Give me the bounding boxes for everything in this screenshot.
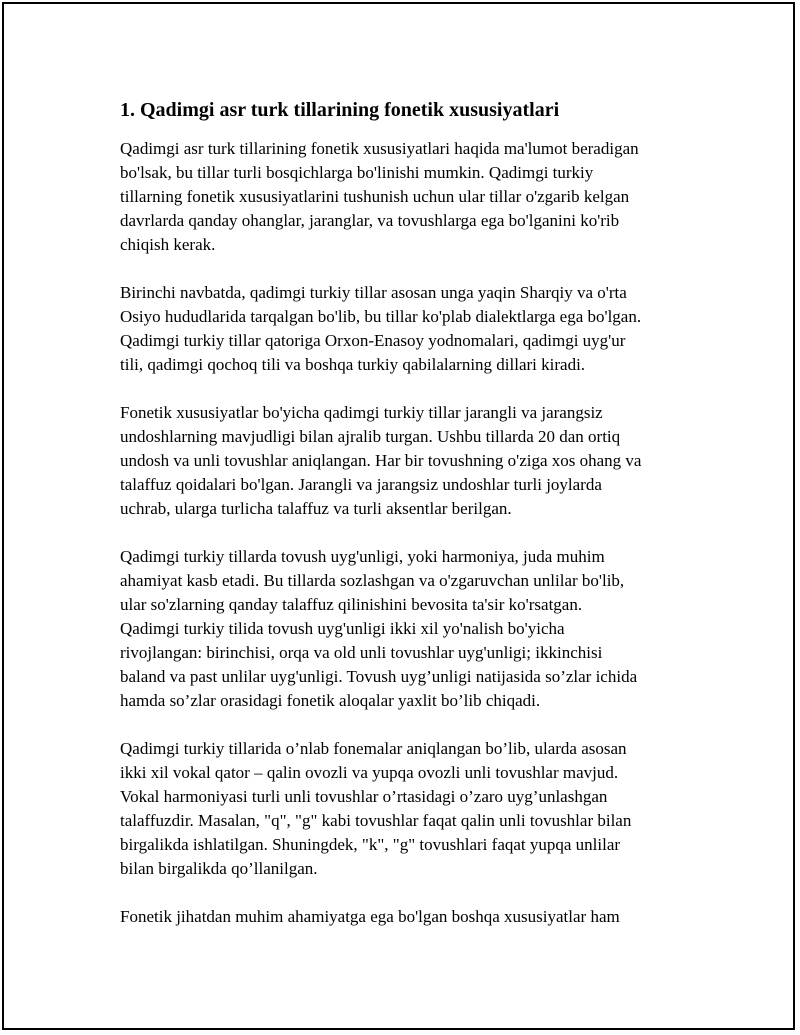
text-line: hamda so’zlar orasidagi fonetik aloqalar yaxlit bo’lib chiqadi. xyxy=(120,691,541,710)
text-line: bo'lsak, bu tillar turli bosqichlarga bo'linishi mumkin. Qadimgi turkiy xyxy=(120,163,594,182)
text-line: undoshlarning mavjudligi bilan ajralib turgan. Ushbu tillarda 20 dan ortiq xyxy=(120,427,621,446)
text-line: tili, qadimgi qochoq tili va boshqa turkiy qabilalarning dillari kiradi. xyxy=(120,355,586,374)
text-line: tillarning fonetik xususiyatlarini tushunish uchun ular tillar o'zgarib kelgan xyxy=(120,187,630,206)
text-line: davrlarda qanday ohanglar, jaranglar, va tovushlarga ega bo'lganini ko'rib xyxy=(120,211,620,230)
paragraph-1 xyxy=(120,137,710,257)
paragraph-2 xyxy=(120,281,710,377)
text-line: talaffuzdir. Masalan, "q", "g" kabi tovushlar faqat qalin unli tovushlar bilan xyxy=(120,811,632,830)
text-line: ular so'zlarning qanday talaffuz qilinishini bevosita ta'sir ko'rsatgan. xyxy=(120,595,583,614)
text-line: Fonetik xususiyatlar bo'yicha qadimgi turkiy tillar jarangli va jarangsiz xyxy=(120,403,603,422)
text-line: undosh va unli tovushlar aniqlangan. Har bir tovushning o'ziga xos ohang va xyxy=(120,451,642,470)
text-line: ikki xil vokal qator – qalin ovozli va yupqa ovozli unli tovushlar mavjud. xyxy=(120,763,619,782)
document-content xyxy=(120,96,710,953)
text-line: Qadimgi turkiy tillarida o’nlab fonemalar aniqlangan bo’lib, ularda asosan xyxy=(120,739,627,758)
text-line: Qadimgi turkiy tilida tovush uyg'unligi ikki xil yo'nalish bo'yicha xyxy=(120,619,565,638)
paragraph-6 xyxy=(120,905,710,929)
text-line: Vokal harmoniyasi turli unli tovushlar o’rtasidagi o’zaro uyg’unlashgan xyxy=(120,787,608,806)
text-line: Fonetik jihatdan muhim ahamiyatga ega bo'lgan boshqa xususiyatlar ham xyxy=(120,907,620,926)
text-line: talaffuz qoidalari bo'lgan. Jarangli va jarangsiz undoshlar turli joylarda xyxy=(120,475,602,494)
text-line: Qadimgi asr turk tillarining fonetik xususiyatlari haqida ma'lumot beradigan xyxy=(120,139,639,158)
section-title: 1. Qadimgi asr turk tillarining fonetik xususiyatlari xyxy=(120,99,560,121)
text-line: Qadimgi turkiy tillar qatoriga Orxon-Enasoy yodnomalari, qadimgi uyg'ur xyxy=(120,331,626,350)
text-line: Qadimgi turkiy tillarda tovush uyg'unligi, yoki harmoniya, juda muhim xyxy=(120,547,605,566)
text-line: birgalikda ishlatilgan. Shuningdek, "k", "g" tovushlari faqat yupqa unlilar xyxy=(120,835,621,854)
paragraph-4 xyxy=(120,545,710,713)
text-line: uchrab, ularga turlicha talaffuz va turli aksentlar berilgan. xyxy=(120,499,512,518)
text-line: bilan birgalikda qo’llanilgan. xyxy=(120,859,318,878)
text-line: rivojlangan: birinchisi, orqa va old unli tovushlar uyg'unligi; ikkinchisi xyxy=(120,643,603,662)
paragraph-5 xyxy=(120,737,710,881)
text-line: Osiyo hududlarida tarqalgan bo'lib, bu tillar ko'plab dialektlarga ega bo'lgan. xyxy=(120,307,642,326)
text-line: ahamiyat kasb etadi. Bu tillarda sozlashgan va o'zgaruvchan unlilar bo'lib, xyxy=(120,571,625,590)
document-page xyxy=(2,2,795,1030)
text-line: chiqish kerak. xyxy=(120,235,216,254)
text-line: baland va past unlilar uyg'unligi. Tovush uyg’unligi natijasida so’zlar ichida xyxy=(120,667,638,686)
paragraph-3 xyxy=(120,401,710,521)
text-line: Birinchi navbatda, qadimgi turkiy tillar asosan unga yaqin Sharqiy va o'rta xyxy=(120,283,627,302)
